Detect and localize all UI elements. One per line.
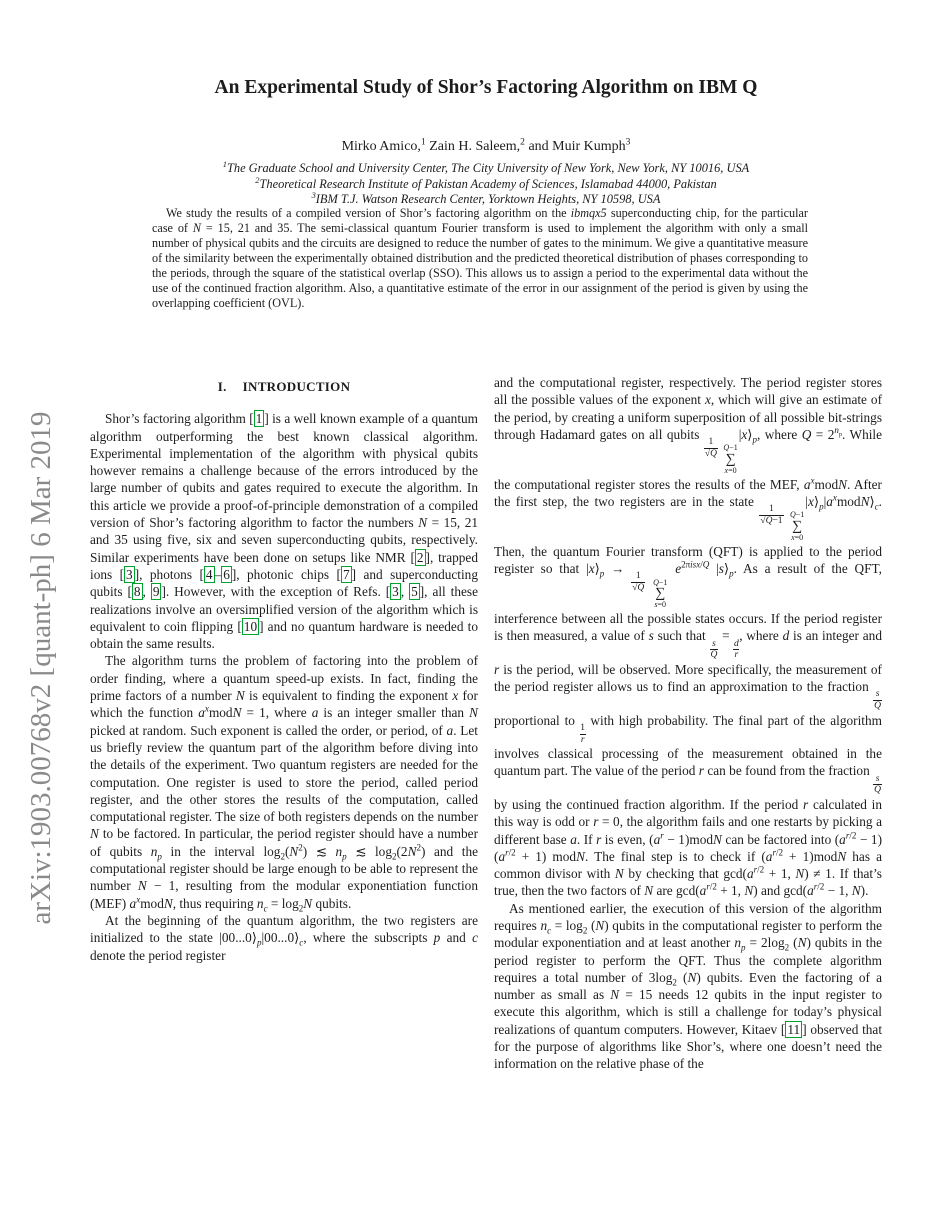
citation-link[interactable]: 5 [411,584,418,600]
citation-link[interactable]: 3 [126,566,133,582]
body-paragraph: The algorithm turns the problem of factoring into the problem of order finding, where a quantum speed-up exists. In fact, finding the prime factors of a number N is equivalent to finding the exponent x for which the function $a^xmodN = 1$, where a is an integer smaller than N picked at random. Such exponent is called the order, or period, of a. Let us briefly review the quantum part of the algorithm before diving into the details of the experiment. Two quantum registers are needed for the computation. One register is used to store the period, called period register, and the other stores the results of the computation, called computational register. The size of both registers depends on the number N to be factored. In particular, the period register should have a number of qubits $n_p$ in the interval $\log_2(N^2)$ ≲ $n_p$ ≲ $\log_2(2N^2)$ and the computational register should be large enough to be able to represent the number N − 1, resulting from the modular exponentiation function (MEF) $a^xmodN$, thus requiring $n_c = \log_2N$ qubits. [90,653,479,914]
section-heading-introduction [90,378,478,395]
authors-line: Mirko Amico,$^1$ Zain H. Saleem,$^2$ and Muir Kumph$^3$ [341,137,631,154]
affiliation-line: $^1$The Graduate School and University Center, The City University of New York, New York, NY 10016, USA [222,158,750,175]
citation-link[interactable]: 4 [205,566,213,582]
citation-link[interactable]: 2 [416,549,424,565]
abstract-text: We study the results of a compiled version of Shor’s factoring algorithm on the ibmqx5 superconducting chip, for the particular case of N = 15, 21 and 35. The semi-classical quantum Fourier transform is used to implement the algorithm with only a small number of physical qubits and the circuits are designed to reduce the number of gates to the minimum. We give a quantitative measure of the similarity between the experimentally obtained distribution and the predicted theoretical distribution of phases corresponding to the periods, through the square of the statistical overlap (SSO). This allows us to assign a period to the experimental data without the use of the continued fraction algorithm. Also, a quantitative estimate of the error in our assignment of the period is given by using the overlapping coefficient (OVL). [152,206,809,310]
arxiv-watermark: arXiv:1903.00768v2 [quant-ph] 6 Mar 2019 [25,411,57,925]
body-paragraph: At the beginning of the quantum algorithm, the two registers are initialized to the state $|00...0⟩_p|00...0⟩_c$, where the subscripts p and c denote the period register [90,912,478,963]
citation-link[interactable]: 6 [223,566,230,582]
left-column [90,374,478,964]
citation-link[interactable]: 10 [243,618,258,634]
citation-link[interactable]: 9 [152,584,160,600]
body-paragraph: As mentioned earlier, the execution of this version of the algorithm requires $n_c = \log_2 (N)$ qubits in the computational register to perform the modular exponentiation and at least another $n_p = 2\log_2$ (N) qubits in the period register to perform the QFT. Thus the complete algorithm requires a total number of $3\log_2$ (N) qubits. Even the factoring of a number as small as N = 15 needs 12 qubits in the input register to execute this algorithm, which is still a challenge for today’s physical realizations of quantum computers. However, Kitaev [ 11 ] observed that for the purpose of algorithms like Shor’s, where one doesn’t need the information on the relative phase of the [494,900,883,1072]
paper-title: An Experimental Study of Shor’s Factoring Algorithm on IBM Q [214,77,758,98]
citation-link[interactable]: 1 [255,411,263,427]
citation-link[interactable]: 7 [342,566,350,582]
affiliation-line: $^2$Theoretical Research Institute of Pakistan Academy of Sciences, Islamabad 44000, Pakistan [255,174,717,191]
citation-link[interactable]: 8 [133,584,141,600]
citation-link[interactable]: 3 [392,584,399,600]
section-number: I. [217,379,227,394]
body-paragraph: and the computational register, respectively. The period register stores all the possible values of the exponent x, which will give an estimate of the period, by creating a uniform superposition of all possible bit-strings through Hadamard gates on all qubits $\frac{1}{√Q}$ Q−1 ∑ x=0 $|x⟩_p$, where $Q = 2^{n_p}$. While the computational register stores the results of the MEF, $a^xmodN$. After the first step, the two registers are in the state $\frac{1}{√Q-1}$ Q−1 ∑ x=0 $|x⟩_p|a^xmodN⟩_c$. Then, the quantum Fourier transform (QFT) is applied to the period register so that $|x⟩_p$ → $\frac{1}{√Q}$ Q−1 ∑ s=0 $e^{2\pi isx/Q}$ $|s⟩_p$. As a result of the QFT, interference between all the possible states occurs. If the period register is then measured, a value of s such that $\frac{s}{Q}$ = $\frac{d}{r}$ , where d is an integer and r is the period, will be observed. More specifically, the measurement of the period register allows us to find an approximation to the fraction $\frac{s}{Q}$ proportional to $\frac{1}{r}$ with high probability. The final part of the algorithm involves classical processing of the measurement obtained in the quantum part. The value of the period r can be found from the fraction $\frac{s}{Q}$ by using the continued fraction algorithm. If the period r calculated in this way is odd or r = 0, the algorithm fails and one restarts by picking a different base a. If r is even, ($a^r$ − 1)modN can be factored into $(a^{r/2} - 1)(a^{r/2} + 1)$ modN. The final step is to check if ($a^{r/2}$ + 1)modN has a common divisor with N by checking that $\gcd(a^{r/2} + 1$, N) ≠ 1. If that’s true, then the two factors of N are $\gcd(a^{r/2} + 1$, N) and $\gcd(a^{r/2} - 1$, N). [494,375,883,899]
body-paragraph: Shor’s factoring algorithm [ 1 ] is a well known example of a quantum algorithm outperforming the best known classical algorithm. Experimental implementation of the algorithm with physical qubits however remains a challenge because of the errors introduced by the large number of qubits and gates required to execute the algorithm. In this article we provide a proof-of-principle demonstration of a compiled version of Shor’s factoring algorithm to factor the numbers N = 15, 21 and 35 using five, six and seven superconducting qubits, respectively. Similar experiments have been done on setups like NMR [ 2 ], trapped ions [ 3 ], photons [ 4 – 6 ], photonic chips [ 7 ] and superconducting qubits [ 8 , 9 ]. However, with the exception of Refs. [ 3 , 5 ], all these realizations involve an oversimplified version of the algorithm which is equivalent to coin flipping [ 10 ] and no quantum hardware is needed to obtain the same results. [90,411,479,652]
section-title: INTRODUCTION [242,379,351,394]
affiliation-line: $^3$IBM T.J. Watson Research Center, Yorktown Heights, NY 10598, USA [311,190,661,207]
citation-link[interactable]: 11 [787,1021,801,1037]
right-column [494,374,882,1073]
affiliations-block [90,158,882,208]
